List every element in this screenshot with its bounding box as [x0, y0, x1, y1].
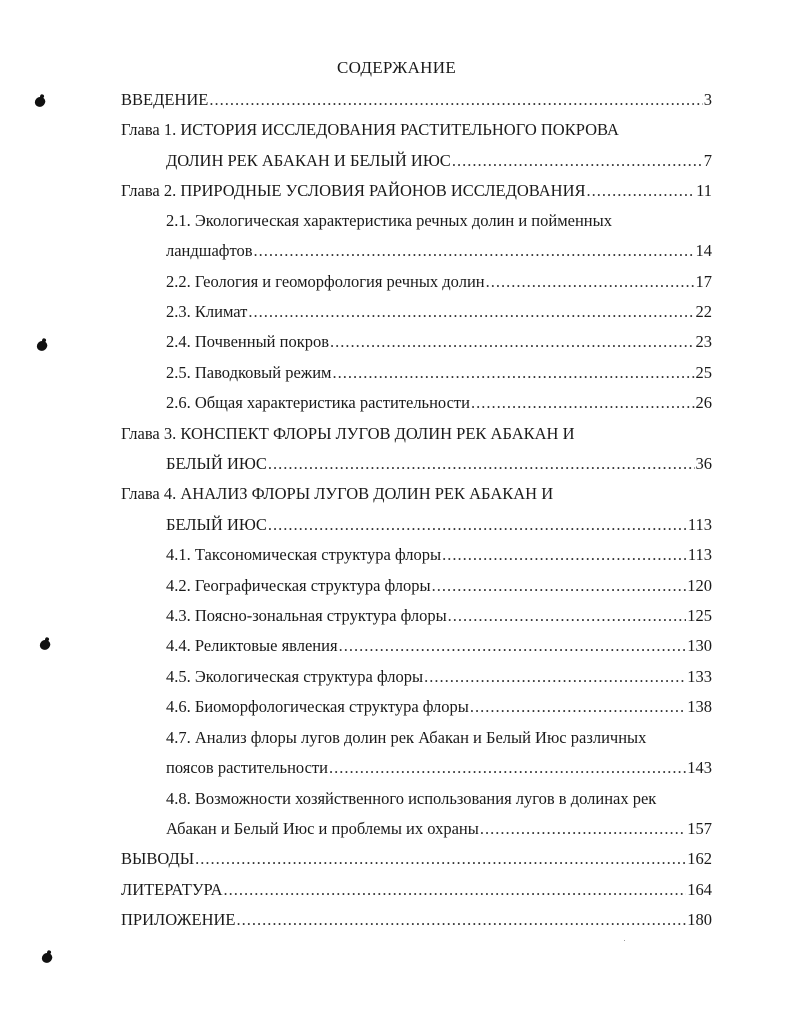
- toc-entry-section-2-4: [166, 331, 712, 353]
- toc-entry-label: 4.2. Географическая структура флоры: [166, 576, 431, 595]
- toc-entry-label: поясов растительности: [166, 758, 328, 777]
- toc-leader-dots: [254, 240, 695, 262]
- toc-entry-references: [121, 879, 712, 901]
- toc-leader-dots: [452, 150, 703, 172]
- toc-entry-section-2-1: 2.1. Экологическая характеристика речных долин и пойменных: [166, 211, 612, 230]
- toc-entry-label: 4.1. Таксономическая структура флоры: [166, 545, 442, 564]
- toc-page-number: 113: [687, 515, 712, 534]
- toc-page-number: 14: [695, 241, 712, 260]
- toc-leader-dots: [330, 331, 694, 353]
- toc-entry-section-2-3: [166, 301, 712, 323]
- toc-entry-label: 2.6. Общая характеристика растительности: [166, 393, 470, 412]
- toc-page-number: 7: [703, 151, 712, 170]
- toc-entry-chapter-3-cont: [166, 453, 712, 475]
- toc-page-number: 113: [687, 545, 712, 564]
- toc-leader-dots: [486, 271, 695, 293]
- toc-entry-section-2-1-cont: [166, 240, 712, 262]
- toc-leader-dots: [339, 635, 687, 657]
- toc-entry-label: 4.6. Биоморфологическая структура флоры: [166, 697, 469, 716]
- toc-entry-section-2-2: [166, 271, 712, 293]
- toc-entry-conclusions: [121, 848, 712, 870]
- toc-entry-label: 2.4. Почвенный покров: [166, 332, 330, 351]
- toc-page-number: 17: [695, 272, 712, 291]
- toc-entry-section-4-4: [166, 635, 712, 657]
- page-title: СОДЕРЖАНИЕ: [336, 58, 457, 77]
- toc-leader-dots: [268, 453, 695, 475]
- scan-speck: [624, 940, 625, 941]
- toc-page-number: 36: [695, 454, 712, 473]
- toc-leader-dots: [448, 605, 687, 627]
- toc-page-number: 130: [687, 636, 712, 655]
- toc-entry-label: Абакан и Белый Июс и проблемы их охраны: [166, 819, 479, 838]
- toc-entry-introduction: [121, 89, 712, 111]
- toc-entry-section-4-8: 4.8. Возможности хозяйственного использования лугов в долинах рек: [166, 789, 657, 808]
- toc-page-number: 164: [687, 880, 712, 899]
- toc-leader-dots: [432, 575, 687, 597]
- toc-leader-dots: [195, 848, 686, 870]
- toc-entry-label: БЕЛЫЙ ИЮС: [166, 454, 267, 473]
- toc-entry-section-4-6: [166, 696, 712, 718]
- toc-entry-section-4-1: [166, 544, 712, 566]
- toc-leader-dots: [332, 362, 694, 384]
- toc-entry-section-4-7-cont: [166, 757, 712, 779]
- toc-leader-dots: [480, 818, 686, 840]
- toc-entry-label: 2.2. Геология и геоморфология речных долин: [166, 272, 485, 291]
- toc-entry-section-4-2: [166, 575, 712, 597]
- toc-entry-label: ВВЕДЕНИЕ: [121, 90, 209, 109]
- toc-entry-label: 4.3. Поясно-зональная структура флоры: [166, 606, 447, 625]
- toc-page-number: 11: [696, 181, 712, 200]
- toc-leader-dots: [587, 180, 696, 202]
- toc-leader-dots: [442, 544, 687, 566]
- toc-page-number: 23: [695, 332, 712, 351]
- toc-entry-label: Глава 2. ПРИРОДНЫЕ УСЛОВИЯ РАЙОНОВ ИССЛЕДОВАНИЯ: [121, 181, 586, 200]
- toc-entry-section-4-5: [166, 666, 712, 688]
- toc-leader-dots: [209, 89, 702, 111]
- toc-leader-dots: [470, 696, 686, 718]
- toc-leader-dots: [224, 879, 687, 901]
- toc-page-number: 26: [695, 393, 712, 412]
- toc-entry-section-4-7: 4.7. Анализ флоры лугов долин рек Абакан и Белый Июс различных: [166, 728, 647, 747]
- toc-page-number: 162: [687, 849, 712, 868]
- toc-entry-label: 4.4. Реликтовые явления: [166, 636, 338, 655]
- toc-entry-chapter-1-cont: [166, 150, 712, 172]
- toc-page-number: 3: [703, 90, 712, 109]
- toc-entry-chapter-2: [121, 180, 712, 202]
- toc-entry-chapter-4: Глава 4. АНАЛИЗ ФЛОРЫ ЛУГОВ ДОЛИН РЕК АБАКАН И: [121, 484, 554, 503]
- toc-page-number: 157: [687, 819, 712, 838]
- toc-entry-chapter-1: Глава 1. ИСТОРИЯ ИССЛЕДОВАНИЯ РАСТИТЕЛЬНОГО ПОКРОВА: [121, 120, 619, 139]
- toc-entry-label: 2.3. Климат: [166, 302, 248, 321]
- toc-entry-section-2-5: [166, 362, 712, 384]
- toc-leader-dots: [268, 514, 687, 536]
- toc-entry-chapter-4-cont: [166, 514, 712, 536]
- toc-entry-label: ДОЛИН РЕК АБАКАН И БЕЛЫЙ ИЮС: [166, 151, 451, 170]
- toc-page-number: 22: [695, 302, 712, 321]
- toc-entry-label: ЛИТЕРАТУРА: [121, 880, 223, 899]
- binder-hole-mark: [39, 639, 52, 652]
- toc-entry-label: БЕЛЫЙ ИЮС: [166, 515, 267, 534]
- toc-entry-label: ПРИЛОЖЕНИЕ: [121, 910, 236, 929]
- toc-leader-dots: [236, 909, 686, 931]
- toc-leader-dots: [424, 666, 686, 688]
- toc-entry-section-4-8-cont: [166, 818, 712, 840]
- toc-entry-label: 2.5. Паводковый режим: [166, 363, 332, 382]
- toc-page-number: 120: [687, 576, 712, 595]
- toc-entry-appendix: [121, 909, 712, 931]
- binder-hole-mark: [34, 96, 47, 109]
- toc-page-number: 138: [687, 697, 712, 716]
- toc-page-number: 143: [687, 758, 712, 777]
- toc-page-number: 133: [687, 667, 712, 686]
- toc-leader-dots: [248, 301, 694, 323]
- toc-leader-dots: [329, 757, 686, 779]
- toc-entry-chapter-3: Глава 3. КОНСПЕКТ ФЛОРЫ ЛУГОВ ДОЛИН РЕК АБАКАН И: [121, 424, 575, 443]
- binder-hole-mark: [41, 952, 54, 965]
- binder-hole-mark: [36, 340, 49, 353]
- toc-entry-section-4-3: [166, 605, 712, 627]
- toc-entry-label: 4.5. Экологическая структура флоры: [166, 667, 424, 686]
- toc-page-number: 25: [695, 363, 712, 382]
- toc-leader-dots: [471, 392, 695, 414]
- toc-entry-section-2-6: [166, 392, 712, 414]
- toc-entry-label: ландшафтов: [166, 241, 253, 260]
- toc-page-number: 180: [687, 910, 712, 929]
- toc-page-number: 125: [687, 606, 712, 625]
- toc-entry-label: ВЫВОДЫ: [121, 849, 195, 868]
